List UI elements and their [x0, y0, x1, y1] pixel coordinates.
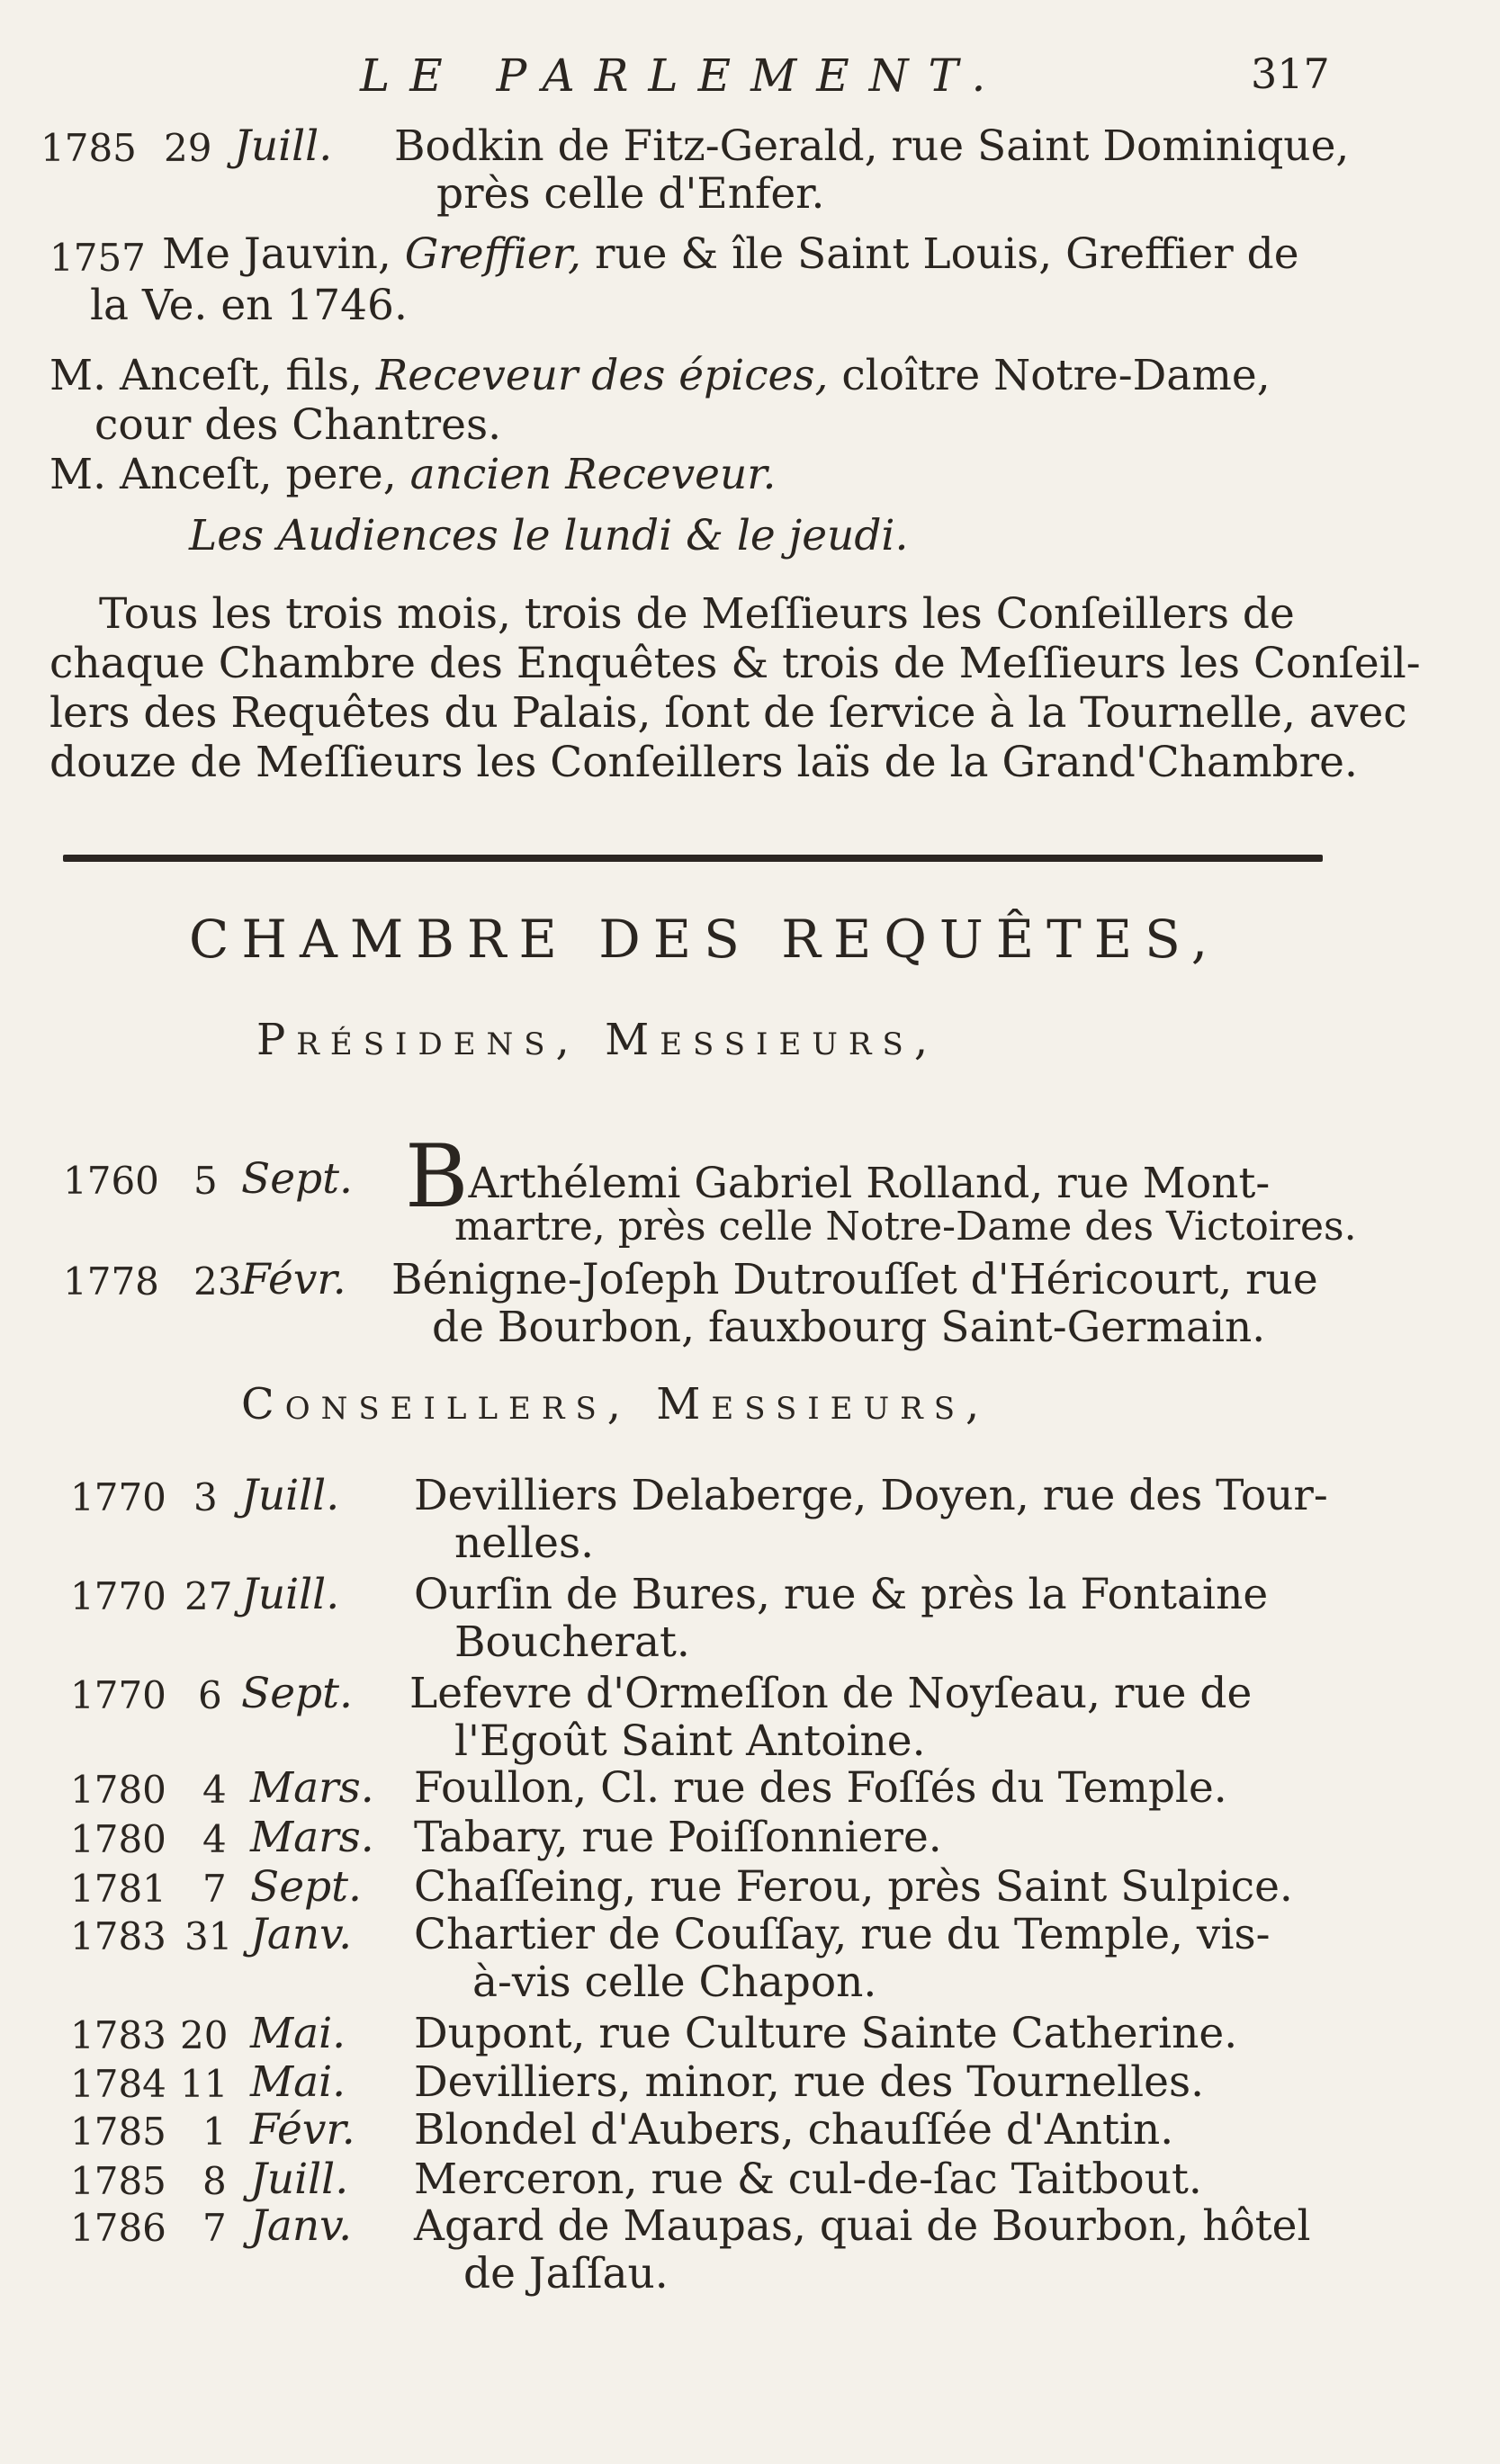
conseiller-day: 7 [202, 1867, 227, 1911]
conseiller-month: Janv. [250, 2201, 353, 2251]
conseiller-line1: Blondel d'Aubers, chauſſée d'Antin. [414, 2105, 1174, 2155]
president-day: 5 [193, 1159, 218, 1203]
greffier-name: Me Jauvin, Greffier, rue & île Saint Louis, Greffier de [162, 229, 1299, 279]
conseiller-day: 8 [202, 2159, 227, 2203]
president-line2: martre, près celle Notre-Dame des Victoires. [454, 1204, 1357, 1250]
conseiller-day: 6 [198, 1673, 222, 1717]
conseiller-line1: Dupont, rue Culture Sainte Catherine. [414, 2009, 1238, 2058]
president-day: 23 [193, 1259, 242, 1304]
conseiller-year: 1770 [70, 1574, 166, 1618]
conseiller-line1: Devilliers Delaberge, Doyen, rue des Tour- [414, 1471, 1328, 1520]
presidents-heading: Présidens, Messieurs, [256, 1015, 939, 1065]
conseiller-day: 27 [184, 1574, 233, 1618]
paragraph-line: douze de Meſſieurs les Conſeillers laïs de la Grand'Chambre. [49, 738, 1358, 787]
conseiller-year: 1786 [70, 2206, 166, 2250]
conseiller-day: 3 [193, 1475, 218, 1519]
section-title: CHAMBRE DES REQUÊTES, [189, 909, 1221, 970]
paragraph-line: chaque Chambre des Enquêtes & trois de Meſſieurs les Conſeil- [49, 639, 1421, 688]
conseiller-day: 4 [202, 1768, 227, 1812]
conseiller-year: 1785 [70, 2110, 166, 2154]
receveur-fils-line2: cour des Chantres. [94, 400, 502, 450]
conseiller-line1: Chartier de Couſſay, rue du Temple, vis- [414, 1910, 1271, 1959]
conseiller-month: Juill. [241, 1471, 340, 1520]
conseiller-month: Sept. [250, 1862, 362, 1912]
greffier-year: 1757 [49, 236, 146, 280]
conseiller-day: 4 [202, 1817, 227, 1861]
conseiller-line2: nelles. [454, 1519, 595, 1568]
conseiller-day: 1 [202, 2110, 227, 2154]
conseiller-day: 11 [180, 2062, 229, 2106]
conseiller-day: 31 [184, 1914, 233, 1958]
conseiller-month: Juill. [250, 2155, 349, 2204]
conseiller-line1: Ourſin de Bures, rue & près la Fontaine [414, 1570, 1269, 1619]
conseiller-year: 1780 [70, 1768, 166, 1812]
conseiller-day: 20 [180, 2013, 229, 2057]
greffier-line2: la Ve. en 1746. [90, 281, 408, 330]
paragraph-line: Tous les trois mois, trois de Meſſieurs les Conſeillers de [99, 589, 1295, 639]
running-head: LE PARLEMENT. [360, 49, 1006, 102]
conseiller-line2: à-vis celle Chapon. [472, 1958, 877, 2007]
conseiller-line1: Foullon, Cl. rue des Foſſés du Temple. [414, 1763, 1227, 1813]
conseiller-year: 1770 [70, 1673, 166, 1717]
conseiller-line2: de Jaſſau. [463, 2249, 669, 2298]
president-line1: Bénigne-Joſeph Dutrouſſet d'Héricourt, rue [391, 1255, 1318, 1304]
president-year: 1760 [63, 1159, 159, 1203]
entry-line1: Bodkin de Fitz-Gerald, rue Saint Dominique, [394, 121, 1350, 171]
conseiller-year: 1784 [70, 2062, 166, 2106]
receveur-pere: M. Anceſt, pere, ancien Receveur. [49, 450, 777, 499]
conseiller-line1: Agard de Maupas, quai de Bourbon, hôtel [414, 2201, 1311, 2251]
conseiller-month: Sept. [241, 1669, 353, 1718]
conseiller-year: 1783 [70, 1914, 166, 1958]
receveur-fils: M. Anceſt, fils, Receveur des épices, cloître Notre-Dame, [49, 351, 1271, 400]
president-line1: BArthélemi Gabriel Rolland, rue Mont- [405, 1126, 1271, 1227]
entry-year: 1785 [40, 126, 137, 170]
conseiller-line1: Merceron, rue & cul-de-ſac Taitbout. [414, 2155, 1202, 2204]
president-line2: de Bourbon, fauxbourg Saint-Germain. [432, 1303, 1266, 1352]
conseillers-heading: Conseillers, Messieurs, [241, 1379, 991, 1429]
president-year: 1778 [63, 1259, 159, 1304]
entry-month: Juill. [234, 121, 333, 171]
conseiller-month: Janv. [250, 1910, 353, 1959]
conseiller-month: Mars. [250, 1813, 374, 1862]
conseiller-month: Mai. [250, 2057, 346, 2107]
conseiller-line1: Devilliers, minor, rue des Tournelles. [414, 2057, 1205, 2107]
president-month: Févr. [241, 1255, 346, 1304]
conseiller-year: 1770 [70, 1475, 166, 1519]
conseiller-year: 1785 [70, 2159, 166, 2203]
conseiller-year: 1780 [70, 1817, 166, 1861]
conseiller-month: Juill. [241, 1570, 340, 1619]
entry-line2: près celle d'Enfer. [436, 169, 825, 219]
conseiller-line2: Boucherat. [454, 1617, 690, 1667]
section-divider [63, 855, 1323, 862]
conseiller-line1: Tabary, rue Poiſſonniere. [414, 1813, 942, 1862]
conseiller-line2: l'Egoût Saint Antoine. [454, 1716, 926, 1766]
page-number: 317 [1251, 49, 1330, 98]
conseiller-line1: Chaſſeing, rue Ferou, près Saint Sulpice. [414, 1862, 1293, 1912]
drop-cap: B [405, 1126, 469, 1227]
conseiller-month: Mars. [250, 1763, 374, 1813]
conseiller-year: 1783 [70, 2013, 166, 2057]
conseiller-day: 7 [202, 2206, 227, 2250]
paragraph-line: lers des Requêtes du Palais, ſont de ſervice à la Tournelle, avec [49, 688, 1407, 738]
conseiller-month: Mai. [250, 2009, 346, 2058]
conseiller-month: Févr. [250, 2105, 355, 2155]
conseiller-year: 1781 [70, 1867, 166, 1911]
entry-day: 29 [164, 126, 212, 170]
conseiller-line1: Lefevre d'Ormeſſon de Noyſeau, rue de [409, 1669, 1253, 1718]
president-month: Sept. [241, 1154, 353, 1204]
audiences-note: Les Audiences le lundi & le jeudi. [189, 511, 909, 560]
